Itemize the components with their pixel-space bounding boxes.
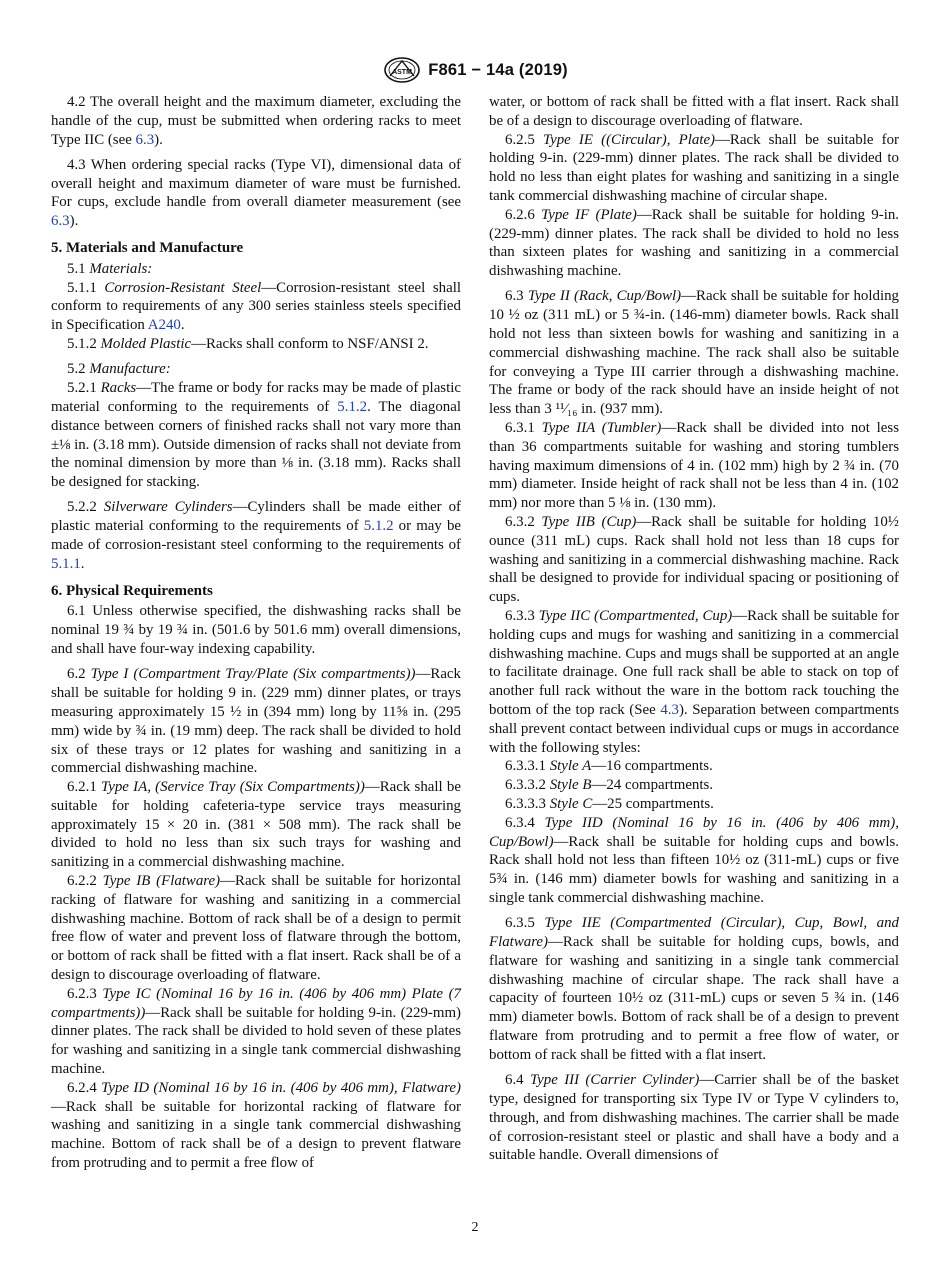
ref-link-6-3[interactable]: 6.3 [51,213,70,230]
section-5-2-2: 5.2.2 Silverware Cylinders—Cylinders shall be made either of plastic material conforming to the requirements of 5.1.2 or may be made of corrosion-resistant steel conforming to the requirements of 5.1.1. [51,499,461,572]
section-6-2-1: 6.2.1 Type IA, (Service Tray (Six Compartments))—Rack shall be suitable for holding cafeteria-type service trays measuring approximately 15 × 20 in. (381 × 508 mm). The rack shall be divided to hold no less than six such trays for washing and sanitizing in a commercial dishwashing machine. [51,779,461,871]
heading-section-5: 5. Materials and Manufacture [51,240,244,257]
section-5-1-2: 5.1.2 Molded Plastic—Racks shall conform to NSF/ANSI 2. [67,336,429,353]
section-6-3-3-1: 6.3.3.1 Style A—16 compartments. [505,758,713,775]
section-5-1: 5.1 Materials: [67,260,153,277]
left-column [51,93,461,1173]
section-6-3: 6.3 Type II (Rack, Cup/Bowl)—Rack shall be suitable for holding 10 ½ oz (311 mL) or 5 ¾-in. (146-mm) diameter bowls. Rack shall hold not less than sixteen bowls for washing and sanitizing in a commercial dishwashing machine. The rack shall also be suitable for conveying a Type III carrier through a dishwashing machine. The frame or body of the rack should have an inside height of not less than 3 ¹¹⁄₁₆ in. (937 mm). [489,288,899,418]
section-6-2-2: 6.2.2 Type IB (Flatware)—Rack shall be suitable for horizontal racking of flatware for washing and sanitizing in a commercial dishwashing machine. Bottom of rack shall be of a design to permit free flow of water and prevent loss of flatware through the bottom, or bottom of rack shall be fitted with a flat insert. Rack shall be of a design to discourage overloading of flatware. [51,873,461,984]
heading-section-6: 6. Physical Requirements [51,582,213,599]
ref-link-5-1-1[interactable]: 5.1.1 [51,555,81,572]
logo-text: ASTM [392,69,413,76]
astm-logo-icon [382,56,422,84]
section-4-3: 4.3 When ordering special racks (Type VI), dimensional data of overall height and maximum diameter of ware must be furnished. For cups, exclude handle from overall diameter measurement (see 6.3). [51,156,461,230]
section-6-3-3-2: 6.3.3.2 Style B—24 compartments. [505,777,714,794]
ref-link-5-1-2[interactable]: 5.1.2 [337,398,368,415]
section-6-4: 6.4 Type III (Carrier Cylinder)—Carrier shall be of the basket type, designed for transporting six Type IV or Type V cylinders to, through, and from dishwashing machines. The carrier shall be made of corrosion-resistant steel or plastic and shall have a body and a suitable handle. Overall dimensions of [489,1072,900,1164]
section-6-3-3: 6.3.3 Type IIC (Compartmented, Cup)—Rack shall be suitable for holding cups and mugs for washing and sanitizing in a commercial dishwashing machine. Cups and mugs shall be supported at an angle to facilitate drainage. One full rack shall be able to stack on top of another full rack without the ware in the bottom rack touching the bottom of the top rack (See 4.3). Separation between compartments shall prevent contact between individual cups or mugs in accordance with the following styles: [489,608,899,756]
section-6-2-4-continued: water, or bottom of rack shall be fitted with a flat insert. Rack shall be of a design to discourage overloading of flatware. [489,94,899,129]
section-6-3-1: 6.3.1 Type IIA (Tumbler)—Rack shall be divided into not less than 36 compartments suitable for washing and storing tumblers having maximum dimensions of 4 in. (102 mm) high by 2 ¾ in. (70 mm) diameter. Inside height of rack shall not be less than 4 in. (102 mm) nor more than 5 ⅛ in. (130 mm). [489,420,899,512]
section-6-2-3: 6.2.3 Type IC (Nominal 16 by 16 in. (406 by 406 mm) Plate (7 compartments))—Rack shall be suitable for holding 9-in. (229-mm) dinner plates. The rack shall be divided to hold seven of these plates for washing and sanitizing in a single tank commercial dishwashing machine. [51,985,461,1078]
right-column [489,93,899,1165]
section-6-3-2: 6.3.2 Type IIB (Cup)—Rack shall be suitable for holding 10½ ounce (311 mL) cups. Rack shall hold not less than 18 cups for washing and sanitizing in a commercial dishwashing machine. Rack shall be designed to provide for individual spacing or positioning of cups. [489,514,899,606]
document-designation: F861 − 14a (2019) [428,60,568,79]
section-6-2: 6.2 Type I (Compartment Tray/Plate (Six compartments))—Rack shall be suitable for holding 9 in. (229 mm) dinner plates, or trays measuring approximately 15 ½ in (394 mm) long by 11⅝ in. (295 mm) wide by ¾ in. (19 mm) deep. The rack shall be divided to hold six of these trays or 12 plates for washing and sanitizing in a commercial dishwashing machine. [51,666,461,777]
ref-link-5-1-2[interactable]: 5.1.2 [363,518,394,535]
section-5-2-1: 5.2.1 Racks—The frame or body for racks may be made of plastic material conforming to the requirements of 5.1.2. The diagonal distance between corners of finished racks shall not vary more than ±⅛ in. (3.18 mm). Outside dimension of racks shall not deviate from the nominal dimension by more than ⅛ in. (3.18 mm). Racks shall be designed for stacking. [51,380,461,491]
page-header [0,56,950,84]
section-4-2: 4.2 The overall height and the maximum diameter, excluding the handle of the cup, must be submitted when ordering racks to meet Type IIC (see 6.3). [51,94,461,148]
section-6-1: 6.1 Unless otherwise specified, the dishwashing racks shall be nominal 19 ¾ by 19 ¾ in. (501.6 by 501.6 mm) overall dimensions, and shall have four-way indexing capability. [51,603,461,658]
section-6-3-4: 6.3.4 Type IID (Nominal 16 by 16 in. (406 by 406 mm), Cup/Bowl)—Rack shall be suitable for holding cups and bowls. Rack shall hold not less than fifteen 10½ oz (311-mL) cups or five 5¾ in. (146 mm) diameter bowls for washing and sanitizing in a single tank commercial dishwashing machine. [489,814,899,906]
section-6-2-5: 6.2.5 Type IE ((Circular), Plate)—Rack shall be suitable for holding 9-in. (229-mm) dinner plates. The rack shall be divided to hold no less than eight plates for washing and sanitizing in a single tank commercial dishwashing machine of circular shape. [489,131,899,204]
page-number: 2 [471,1220,479,1235]
section-6-3-5: 6.3.5 Type IIE (Compartmented (Circular), Cup, Bowl, and Flatware)—Rack shall be suitable for holding cups, bowls, and flatware for washing and sanitizing in a single tank commercial dishwashing machine of circular shape. The rack shall have a capacity of fourteen 10½ oz (311-mL) cups or seven 5 ¾ in. (146 mm) diameter bowls. Bottom of rack shall be of a design to prevent flatware from protruding and to permit a free flow of water, or bottom of rack shall be fitted with a flat insert. [489,915,899,1063]
ref-link-4-3[interactable]: 4.3 [660,702,679,718]
section-5-2: 5.2 Manufacture: [67,361,171,378]
ref-link-6-3[interactable]: 6.3 [135,131,155,148]
ref-link-a240[interactable]: A240 [147,317,181,334]
section-6-2-4: 6.2.4 Type ID (Nominal 16 by 16 in. (406 by 406 mm), Flatware)—Rack shall be suitable for horizontal racking of flatware for washing and sanitizing in a single tank commercial dishwashing machine. Bottom of rack shall be of a design to prevent flatware from protruding and to permit a free flow of [51,1079,461,1172]
section-6-3-3-3: 6.3.3.3 Style C—25 compartments. [505,795,714,812]
section-6-2-6: 6.2.6 Type IF (Plate)—Rack shall be suitable for holding 9-in. (229-mm) dinner plates. The rack shall be divided to hold no less than sixteen plates for washing and sanitizing in a commercial dishwashing machine. [489,206,900,280]
section-5-1-1: 5.1.1 Corrosion-Resistant Steel—Corrosion-resistant steel shall conform to requirements of any 300 series stainless steels specified in Specification A240. [51,279,461,334]
